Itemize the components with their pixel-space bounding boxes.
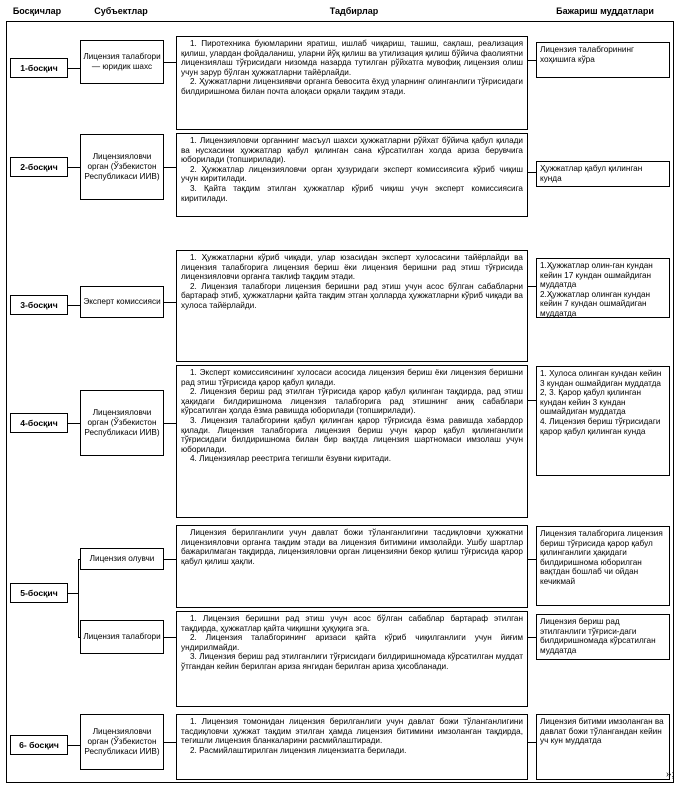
measure-item: 3. Лицензия талабгорини қабул қилинган қарор тўғрисида ёзма равишда хабардор қилади. Лицензия талабгорига лицензия бериш учун қарор қабул қилинганлиги тўғрисидаги билдиришнома билан бир вақтда лицензия шартномаси имзолаш учун юборилади. [181,415,523,454]
measure-item: Лицензия берилганлиги учун давлат божи тўланганлигини тасдиқловчи ҳужжатни лицензияловчи органга тақдим этади ва лицензия битимини имзолайди. Ушбу шартлар бажарилмаган тақдирда, лицензияловчи орган лицензияни бекор қилиш тўғрисида қарор қабул қилиш ҳақли. [181,528,523,566]
measure-item: 2. Лицензия бериш рад этилган тўғрисида қарор қабул қилинган тақдирда, рад этиш ҳақидаги билдиришнома лицензия талабгорига рад этишнинг аниқ сабаблари кўрсатилган ҳолда ёзма равишда юборилади (топширилади). [181,387,523,416]
measures-box-3 [176,250,528,362]
measure-item: 2. Расмийлаштирилган лицензия лицензиатга берилади. [190,745,407,755]
subject-box-5-bottom [80,620,164,654]
column-header-subject: Субъектлар [94,6,148,16]
deadline-item: 2, 3. Қарор қабул қилинган кундан кейин 3 кундан ошмайдиган муддатда [540,388,641,417]
subject-label-5-bottom: Лицензия талабгори [83,632,161,642]
subject-box-1 [80,40,164,84]
measures-box-2 [176,133,528,217]
subject-box-2 [80,134,164,200]
deadline-item: 2.Ҳужжатлар олинган кундан кейин 7 кундан ошмайдиган муддатда [540,289,651,318]
connector-line [68,68,80,69]
subject-label-2: Лицензияловчи орган (Ўзбекистон Республикаси ИИВ) [84,152,160,181]
measure-item: 3. Лицензия бериш рад этилганлиги тўғрисидаги билдиришномада кўрсатилган муддат ўтгандан кейин берилган ариза янгидан берилган ариза ҳисобланади. [181,652,523,671]
subject-label-3: Эксперт комиссияси [83,297,161,307]
connector-line [528,60,536,61]
connector-line [164,742,176,743]
deadline-box-5-top [536,526,670,606]
measures-box-6 [176,714,528,780]
connector-line [68,745,80,746]
measure-item: 2. Ҳужжатлар лицензияловчи орган ҳузуридаги эксперт комиссиясига кўриб чиқиш учун киритилади. [181,164,523,184]
connector-line [528,172,536,173]
subject-label-5-top: Лицензия олувчи [89,554,155,564]
measure-item: 3. Қайта тақдим этилган ҳужжатлар кўриб чиқиш учун эксперт комиссиясига киритилади. [181,183,523,203]
measures-box-5-bottom [176,611,528,707]
connector-line [78,637,80,638]
connector-line [528,559,536,560]
stage-box-3: 3-босқич [10,295,68,315]
connector-line [164,62,176,63]
stage-box-2: 2-босқич [10,157,68,177]
column-header-deadline: Бажариш муддатлари [556,6,654,16]
measures-box-1 [176,36,528,130]
measure-item: 2. Ҳужжатларни лицензиявчи органга бевосита ёхуд уларнинг олинганлиги тўғрисидаги билдиришнома билан почта алоқаси орқали тақдим этади. [181,77,523,96]
subject-label-1: Лицензия талабгори — юридик шахс [83,52,161,71]
connector-line [164,637,176,638]
connector-line [528,742,536,743]
stage-box-4: 4-босқич [10,413,68,433]
connector-line [68,167,80,168]
subject-box-6 [80,714,164,770]
deadline-item: 1.Ҳужжатлар олин-ган кундан кейин 17 кундан ошмайдиган муддатда [540,261,653,290]
deadline-item: Лицензия битими имзоланган ва давлат божи тўлангандан кейин уч кун муддатда [540,717,664,746]
deadline-box-1 [536,42,670,78]
connector-line [164,302,176,303]
connector-line [164,167,176,168]
stage-box-1: 1-босқич [10,58,68,78]
deadline-box-5-bottom [536,614,670,660]
column-header-stage: Босқичлар [12,6,62,16]
deadline-item: Лицензия бериш рад этилганлиги тўғриси-даги билдиришномада кўрсатилган муддатда [540,617,656,655]
deadline-item: 1. Хулоса олинган кундан кейин 3 кундан ошмайдиган муддатда [540,369,662,388]
deadline-box-6 [536,714,670,780]
deadline-box-2 [536,161,670,187]
connector-line [164,559,176,560]
connector-line [164,423,176,424]
connector-line [78,559,79,637]
measure-item: 4. Лицензиялар реестрига тегишли ёзувни киритади. [190,454,392,464]
connector-line [78,559,80,560]
deadline-item: 4. Лицензия бериш тўғрисидаги қарор қабул қилинган кунда [540,416,661,436]
deadline-box-3 [536,258,670,318]
connector-line [528,400,536,401]
deadline-item: Лицензия талабгорига лицензия бериш тўғрисида қарор қабул қилинганлиги ҳақидаги билдиришнома юборилган вақтдан бошлаб чи ойдан кечикмай [540,529,663,586]
measure-item: 1. Ҳужжатларни кўриб чиқади, улар юзасидан эксперт хулосасини тайёрлайди ва лицензия талабгорига лицензия бериш ёки лицензия беришни рад этиш тўғрисида лицензияловчи органга таклиф тақдим этади. [181,253,523,282]
deadline-item: Лицензия талабгорининг хоҳишига кўра [540,45,634,64]
measure-item: 2. Лицензия талабгори лицензия беришни рад этиш учун асос бўлган сабабларни бартараф этиб, ҳужжатларни қайта тақдим этган ҳолларда ҳужжатларни кўриб чиқади ва хулоса тайёрлайди. [181,281,523,310]
subject-label-6: Лицензияловчи орган (Ўзбекистон Республикаси ИИВ) [84,727,160,756]
stage-box-5: 5-босқич [10,583,68,603]
measure-item: 1. Лицензияловчи органнинг масъул шахси ҳужжатларни рўйхат бўйича қабул қилади ва нусхасини ҳужжатлар қабул қилинган сана кўрсатилган холда ариза берувчига юборилади (топширилади). [181,136,523,165]
measure-item: 1. Эксперт комиссиясининг хулосаси асосида лицензия бериш ёки лицензия беришни рад этиш тўғрисида қарор қабул қилади. [181,368,523,387]
measure-item: 2. Лицензия талабгорининг аризаси қайта кўриб чиқилганлиги учун йиғим ундирилмайди. [181,633,523,652]
measure-item: 1. Пиротехника буюмларини яратиш, ишлаб чиқариш, ташиш, сақлаш, реализация қилиш, улардан фойдаланиш, уларни йўқ қилиш ва утилизация қилиш бўйича фаолиятни лицензиялаш тўғрисидаги низомда назарда тутилган рўйхатга мувофиқ лицензия олиш учун зарур бўлган ҳужжатларни тайёрлайди. [181,39,523,77]
connector-line [528,286,536,287]
deadline-item: Ҳужжатлар қабул қилинган кунда [540,164,643,183]
deadline-box-4 [536,366,670,476]
subject-box-3 [80,286,164,318]
connector-line [68,305,80,306]
stage-box-6: 6- босқич [10,735,68,755]
trailing-mark: »; [666,768,675,780]
column-header-measures: Тадбирлар [329,6,379,16]
measures-box-4 [176,365,528,518]
measure-item: 1. Лицензия беришни рад этиш учун асос бўлган сабаблар бартараф этилган тақдирда, ҳужжатлар қайта чиқишни ҳуқуқига эга. [181,614,523,633]
connector-line [68,593,78,594]
subject-label-4: Лицензияловчи орган (Ўзбекистон Республикаси ИИВ) [84,408,160,437]
subject-box-5-top [80,548,164,570]
measure-item: 1. Лицензия томонидан лицензия берилганлиги учун давлат божи тўланганлигини тасдиқловчи ҳужжат тақдим этилган ҳамда лицензия битимини имзоланган тақдирда, тегишли лицензия бланкаларини расмийлаштиради. [181,717,523,746]
connector-line [68,423,80,424]
connector-line [528,637,536,638]
measures-box-5-top [176,525,528,608]
subject-box-4 [80,390,164,456]
